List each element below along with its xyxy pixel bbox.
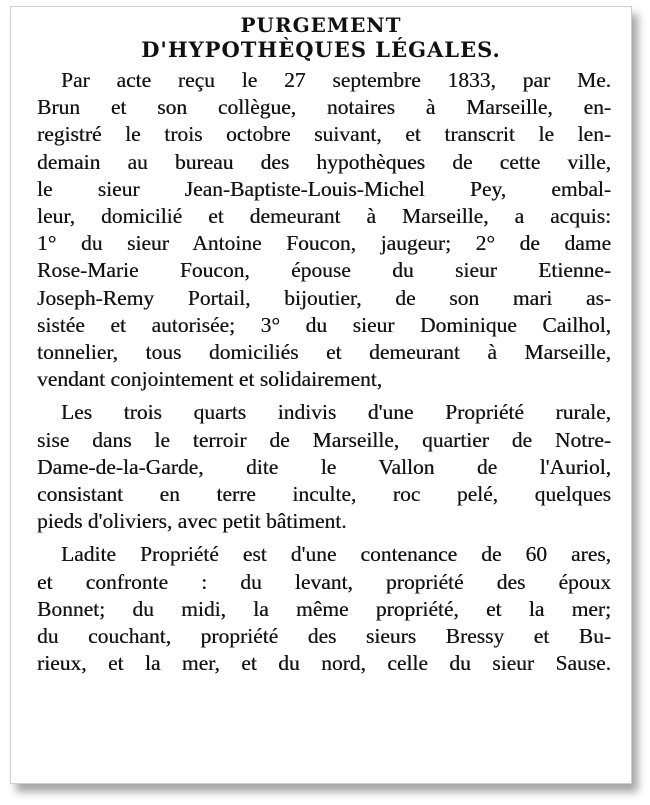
newspaper-clipping: [10, 6, 632, 784]
text-line: 1° du sieur Antoine Foucon, jaugeur; 2° de dame: [37, 231, 611, 256]
text-line: Ladite Propriété est d'une contenance de 60 ares,: [61, 542, 611, 567]
text-line: registré le trois octobre suivant, et transcrit le len-: [37, 122, 611, 147]
text-line: consistant en terre inculte, roc pelé, quelques: [37, 482, 611, 507]
text-line: Par acte reçu le 27 septembre 1833, par Me.: [61, 68, 611, 92]
text-line: sise dans le terroir de Marseille, quartier de Notre-: [37, 427, 611, 452]
text-line: vendant conjointement et solidairement,: [37, 367, 383, 392]
notice-subtitle: D'HYPOTHÈQUES LÉGALES.: [141, 37, 501, 62]
notice-title: PURGEMENT: [240, 13, 402, 37]
text-line: pieds d'oliviers, avec petit bâtiment.: [37, 509, 347, 534]
text-line: Rose-Marie Foucon, épouse du sieur Etienne-: [37, 258, 611, 283]
text-line: sistée et autorisée; 3° du sieur Dominique Cailhol,: [37, 312, 611, 337]
text-line: leur, domicilié et demeurant à Marseille, a acquis:: [37, 204, 611, 229]
text-line: Joseph-Remy Portail, bijoutier, de son mari as-: [37, 285, 611, 310]
text-line: le sieur Jean-Baptiste-Louis-Michel Pey, embal-: [37, 176, 611, 201]
text-line: Dame-de-la-Garde, dite le Vallon de l'Auriol,: [37, 454, 611, 479]
notice-body: [11, 67, 631, 677]
text-line: et confronte : du levant, propriété des époux: [37, 569, 611, 594]
text-line: Les trois quarts indivis d'une Propriété rurale,: [61, 400, 611, 425]
text-line: Bonnet; du midi, la même propriété, et la mer;: [37, 596, 611, 621]
text-line: Brun et son collègue, notaires à Marseille, en-: [37, 95, 611, 120]
text-line: tonnelier, tous domiciliés et demeurant à Marseille,: [37, 340, 611, 365]
text-line: rieux, et la mer, et du nord, celle du sieur Sause.: [37, 651, 611, 676]
text-line: du couchant, propriété des sieurs Bressy et Bu-: [37, 624, 611, 649]
text-line: demain au bureau des hypothèques de cette ville,: [37, 149, 611, 174]
